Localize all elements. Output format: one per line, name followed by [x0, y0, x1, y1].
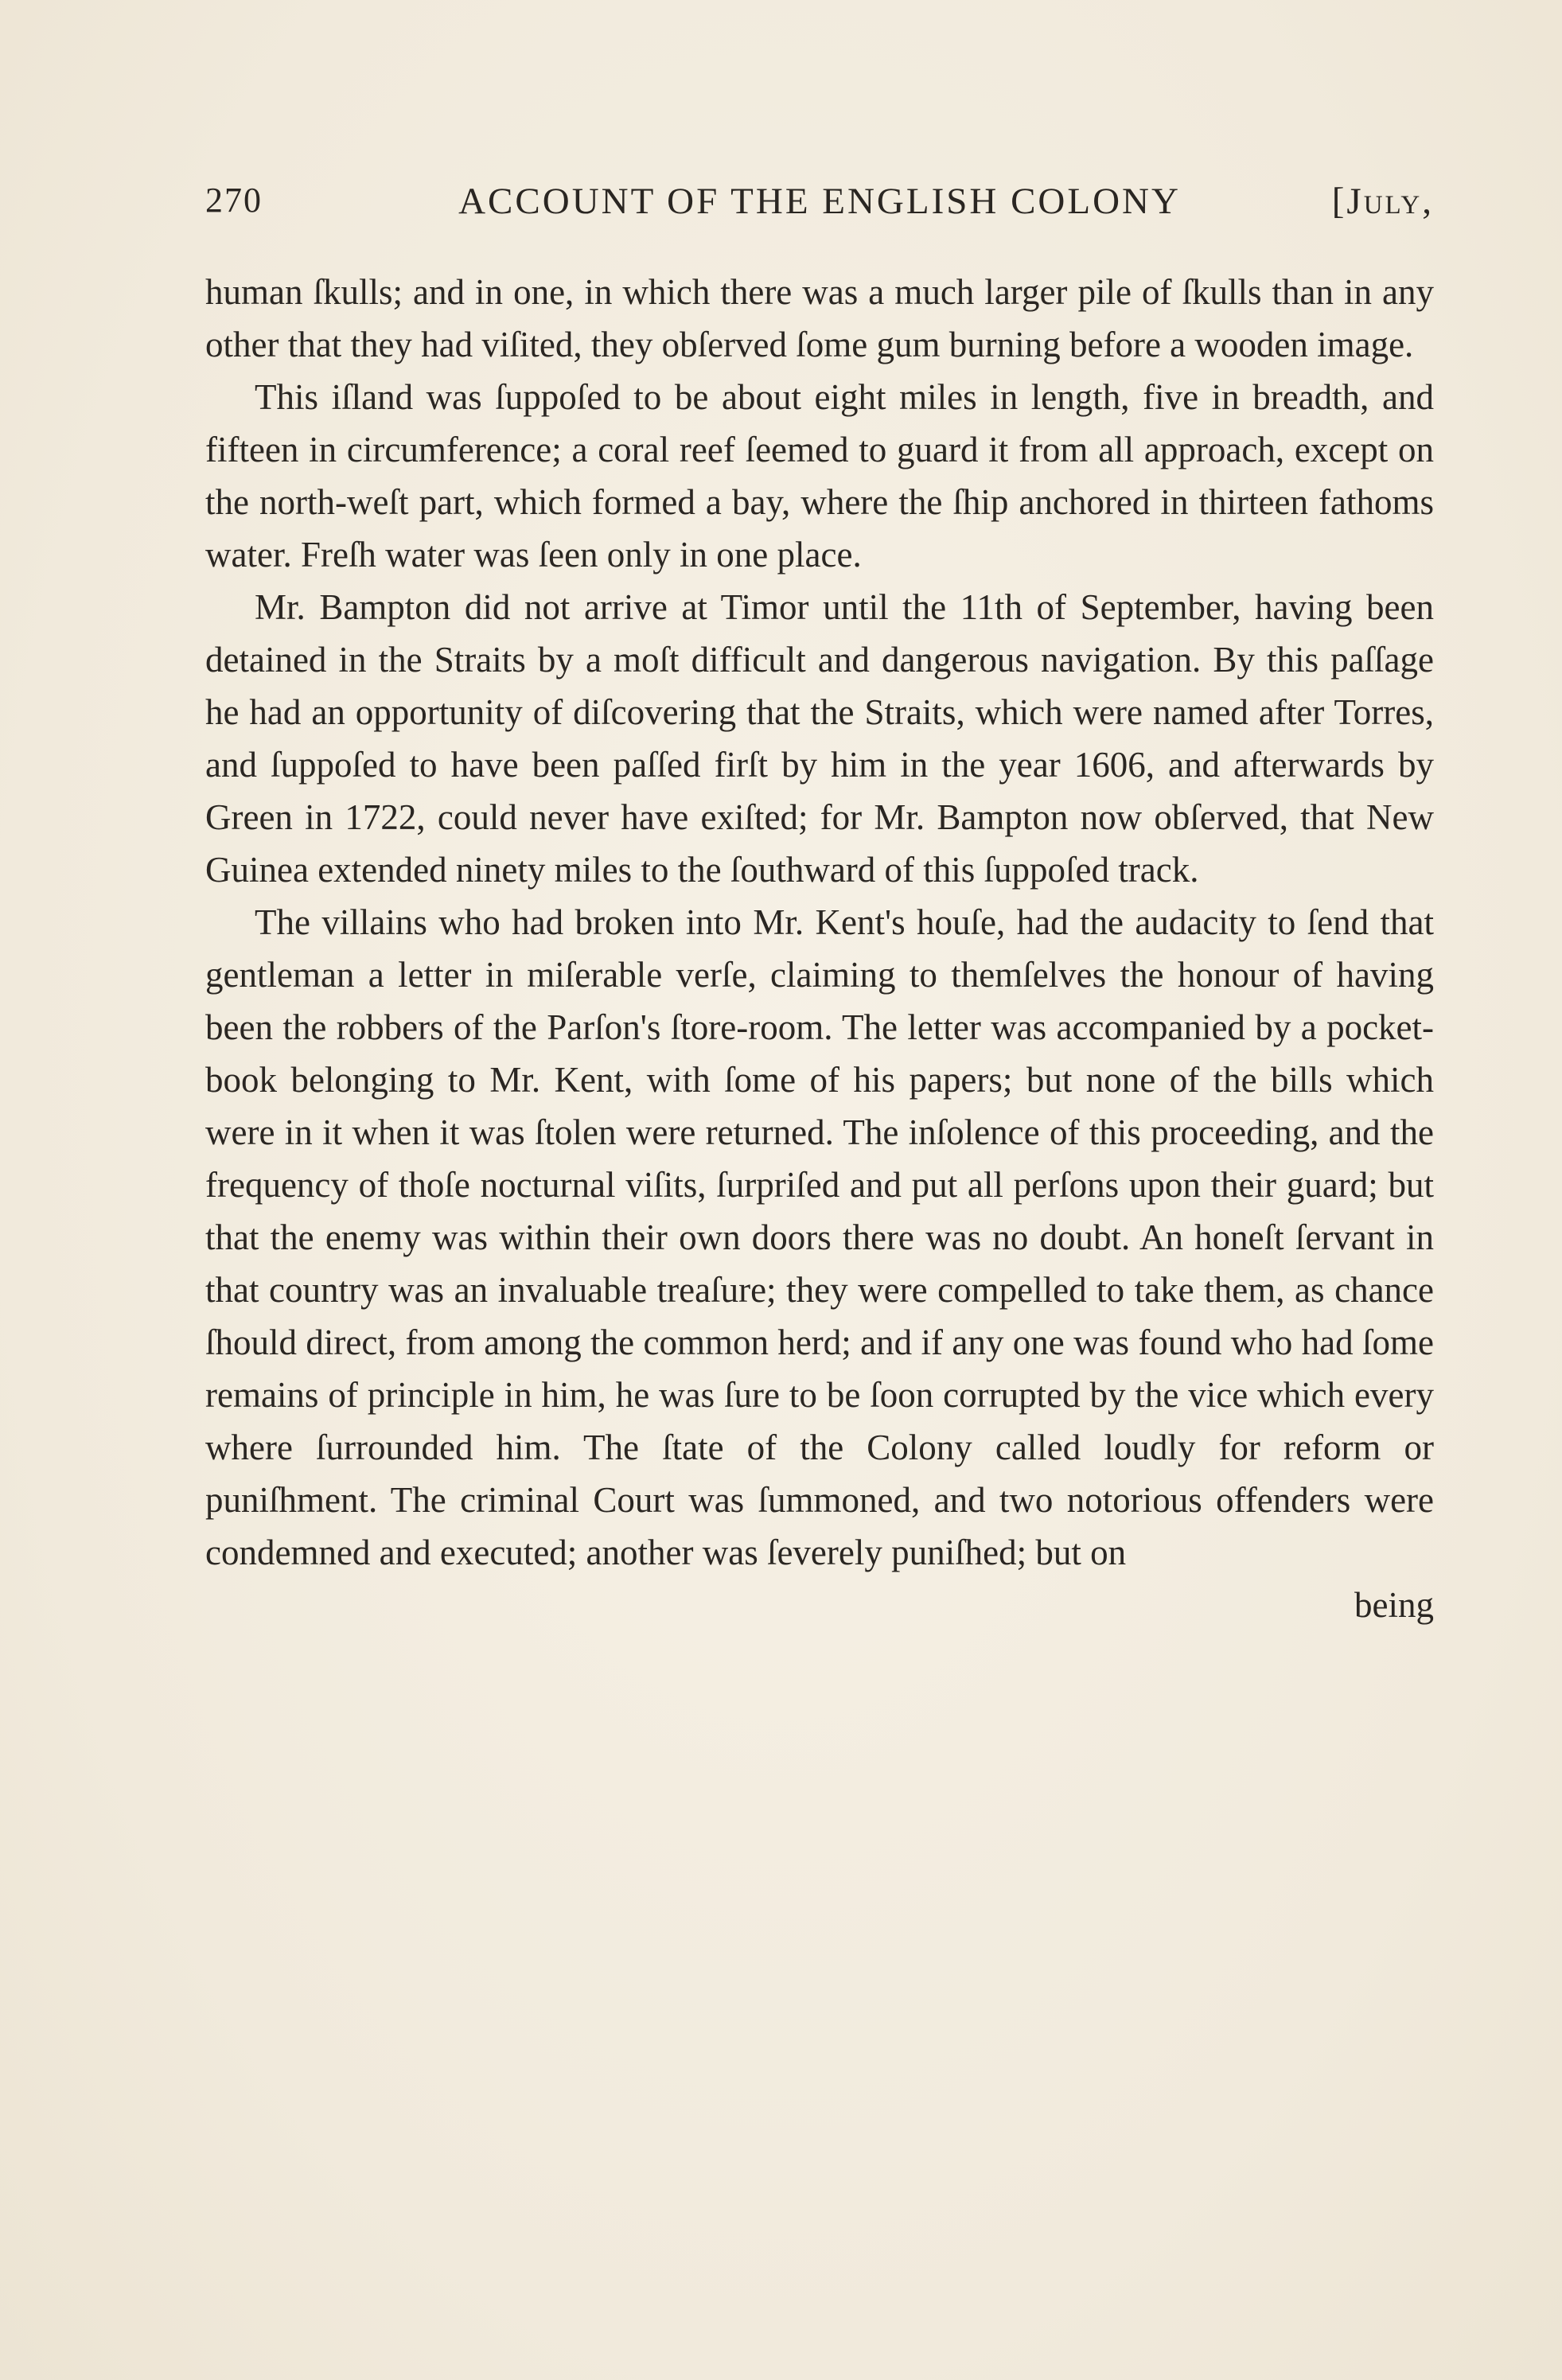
running-date: [July, — [1331, 181, 1434, 222]
paragraph-continued: human ſkulls; and in one, in which there was a much larger pile of ſkulls than in any other that they had viſited, they obſerved ſome gum burning before a wooden image. — [205, 272, 1434, 364]
paragraph: The villains who had broken into Mr. Kent's houſe, had the audacity to ſend that gentleman a letter in miſerable verſe, claiming to themſelves the honour of having been the robbers of the Parſon's ſtore-room. The letter was accompanied by a pocket-book belonging to Mr. Kent, with ſome of his papers; but none of the bills which were in it when it was ſtolen were returned. The inſolence of this proceeding, and the frequency of thoſe nocturnal viſits, ſurpriſed and put all perſons upon their guard; but that the enemy was within their own doors there was no doubt. An honeſt ſervant in that country was an invaluable treaſure; they were compelled to take them, as chance ſhould direct, from among the common herd; and if any one was found who had ſome remains of principle in him, he was ſure to be ſoon corrupted by the vice which every where ſurrounded him. The ſtate of the Colony called loudly for reform or puniſhment. The criminal Court was ſummoned, and two notorious offenders were condemned and executed; another was ſeverely puniſhed; but on — [205, 902, 1434, 1572]
body-text — [205, 266, 1434, 1579]
paragraph: Mr. Bampton did not arrive at Timor until the 11th of September, having been detained in the Straits by a moſt difficult and dangerous navigation. By this paſſage he had an opportunity of diſcovering that the Straits, which were named after Torres, and ſuppoſed to have been paſſed firſt by him in the year 1606, and afterwards by Green in 1722, could never have exiſted; for Mr. Bampton now obſerved, that New Guinea extended ninety miles to the ſouthward of this ſuppoſed track. — [205, 587, 1434, 890]
text-block — [205, 167, 1434, 1631]
catchword: being — [1354, 1585, 1434, 1625]
paragraph: This iſland was ſuppoſed to be about eight miles in length, five in breadth, and fifteen in circumference; a coral reef ſeemed to guard it from all approach, except on the north-weſt part, which formed a bay, where the ſhip anchored in thirteen fathoms water. Freſh water was ſeen only in one place. — [205, 377, 1434, 575]
running-title: ACCOUNT OF THE ENGLISH COLONY — [458, 181, 1181, 222]
running-head — [205, 167, 1434, 231]
page-number: 270 — [205, 181, 263, 220]
